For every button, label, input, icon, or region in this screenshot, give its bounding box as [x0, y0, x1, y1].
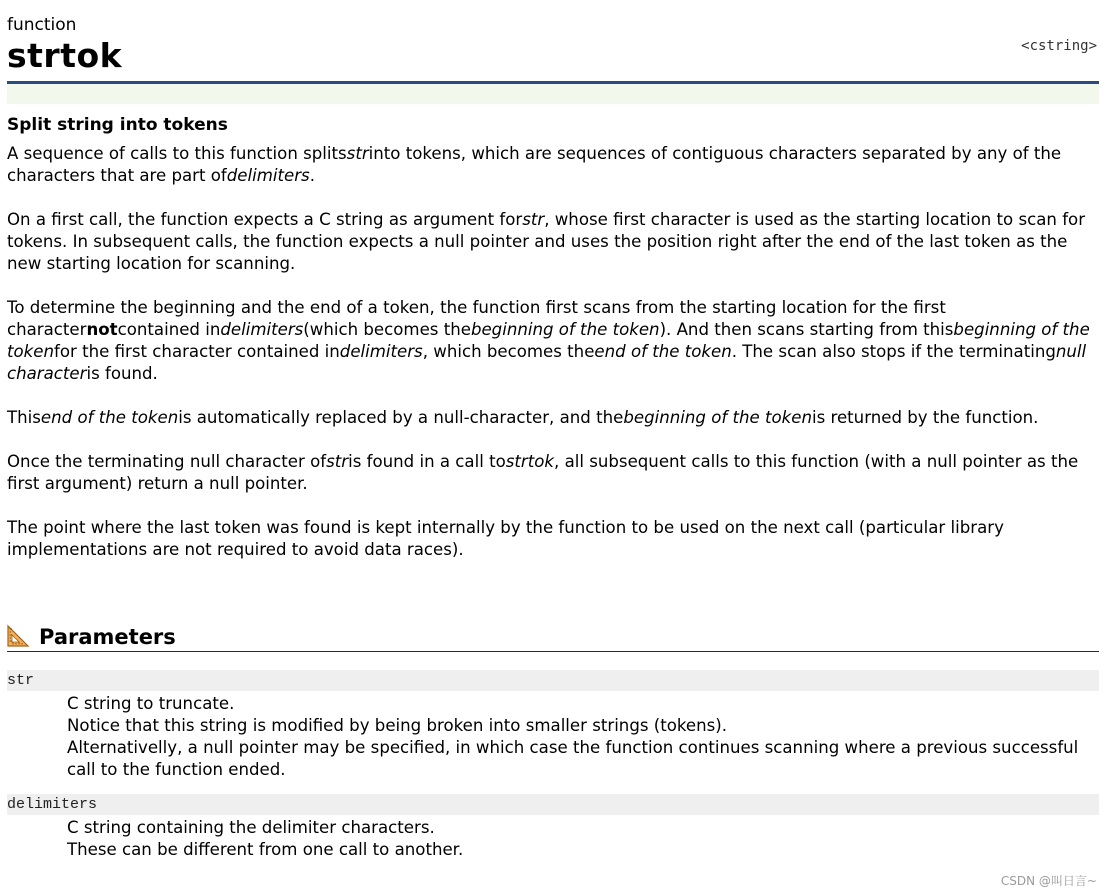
description-paragraph	[7, 517, 1099, 561]
text-run: A sequence of calls to this function splits	[7, 144, 347, 163]
text-run: (which becomes the	[303, 320, 471, 339]
parameter-name: delimiters	[7, 794, 1099, 815]
emphasis-term: end of the token	[40, 408, 179, 427]
parameter-description-line: C string containing the delimiter characters.	[67, 818, 435, 837]
parameter-description-line: These can be different from one call to another.	[67, 840, 464, 859]
text-run: To determine the beginning and the end of a token, the function first scans from the starting location for the first character	[7, 298, 946, 339]
parameter-description-line: C string to truncate.	[67, 694, 235, 713]
emphasis-term: strtok	[505, 452, 555, 471]
prototype-box	[7, 84, 1099, 104]
parameter-description-line: Alternativelly, a null pointer may be specified, in which case the function continues scanning where a previous successful call to the function ended.	[67, 738, 1079, 779]
bold-term: not	[86, 320, 118, 339]
emphasis-term: delimiters	[339, 342, 423, 361]
page-title: strtok	[7, 36, 123, 75]
text-run: , which becomes the	[422, 342, 595, 361]
emphasis-term: beginning of the token	[470, 320, 660, 339]
parameter-name: str	[7, 670, 1099, 691]
text-run: for the first character contained in	[54, 342, 340, 361]
description-paragraph	[7, 451, 1099, 495]
text-run: , whose first character is used as the starting location to scan for tokens. In subsequent calls, the function expects a null pointer and uses the position right after the end of the last token as the new starting location for scanning.	[7, 210, 1086, 273]
emphasis-term: delimiters	[226, 166, 310, 185]
text-run: is found in a call to	[348, 452, 506, 471]
parameter-delimiters	[7, 794, 1099, 861]
text-run: , all subsequent calls to this function (with a null pointer as the first argument) return a null pointer.	[7, 452, 1079, 493]
text-run: The point where the last token was found is kept internally by the function to be used on the next call (particular library implementations are not required to avoid data races).	[7, 518, 1004, 559]
parameter-description	[67, 693, 1099, 781]
description-paragraph	[7, 297, 1099, 385]
description	[7, 143, 1099, 583]
text-run: is returned by the function.	[811, 408, 1039, 427]
header-file-link[interactable]: <cstring>	[1021, 38, 1097, 54]
text-run: . The scan also stops if the terminating	[731, 342, 1056, 361]
text-run: into tokens, which are sequences of contiguous characters separated by any of the characters that are part of	[7, 144, 1062, 185]
text-run: .	[309, 166, 315, 185]
text-run: ). And then scans starting from this	[659, 320, 954, 339]
parameters-title: Parameters	[39, 625, 176, 649]
parameter-description-line: Notice that this string is modified by being broken into smaller strings (tokens).	[67, 716, 728, 735]
emphasis-term: end of the token	[594, 342, 732, 361]
emphasis-term: beginning of the token	[623, 408, 812, 427]
parameter-str	[7, 670, 1099, 781]
parameters-section-header	[7, 623, 1099, 652]
text-run: is automatically replaced by a null-character, and the	[178, 408, 624, 427]
watermark: CSDN @叫日言~	[1000, 874, 1097, 888]
emphasis-term: delimiters	[220, 320, 304, 339]
text-run: On a first call, the function expects a C string as argument for	[7, 210, 523, 229]
description-paragraph	[7, 407, 1099, 429]
summary-heading: Split string into tokens	[7, 115, 228, 135]
description-paragraph	[7, 143, 1099, 187]
text-run: Once the terminating null character of	[7, 452, 327, 471]
description-paragraph	[7, 209, 1099, 275]
text-run: is found.	[86, 364, 158, 383]
emphasis-term: str	[346, 144, 369, 163]
emphasis-term: str	[326, 452, 349, 471]
emphasis-term: str	[522, 210, 545, 229]
emphasis-term: null character	[7, 342, 1087, 383]
entity-kind: function	[7, 15, 77, 35]
emphasis-term: beginning of the token	[7, 320, 1090, 361]
set-square-icon	[7, 623, 31, 647]
text-run: This	[7, 408, 41, 427]
parameter-description	[67, 817, 1099, 861]
text-run: contained in	[117, 320, 221, 339]
